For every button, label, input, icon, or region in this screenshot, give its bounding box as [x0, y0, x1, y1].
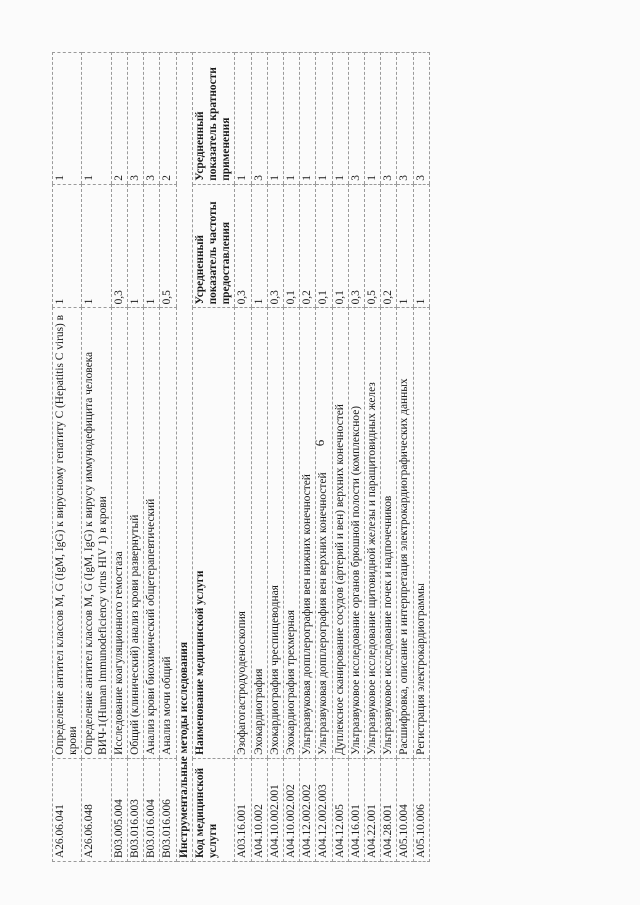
cell-mult: 3: [144, 53, 160, 185]
cell-mult: 2: [160, 53, 176, 185]
table-row: [284, 53, 300, 862]
cell-name: Ультразвуковая допплерография вен верхних конечностей: [316, 308, 332, 758]
cell-name: Ультразвуковое исследование щитовидной железы и паращитовидных желез: [365, 308, 381, 758]
cell-code: A04.10.002.002: [284, 758, 300, 861]
cell-freq: 0,5: [160, 184, 176, 308]
cell-freq: 1: [128, 184, 144, 308]
cell-freq: 0,2: [381, 184, 397, 308]
cell-name: Эхокардиография трехмерная: [284, 308, 300, 758]
cell-freq: 0,3: [348, 184, 364, 308]
cell-code: A04.28.001: [381, 758, 397, 861]
page-number: 6: [312, 439, 327, 447]
cell-mult: 1: [300, 53, 316, 185]
cell-code: A26.06.048: [82, 758, 111, 861]
cell-code: A04.12.002.003: [316, 758, 332, 861]
cell-mult: 1: [284, 53, 300, 185]
cell-mult: 1: [316, 53, 332, 185]
cell-freq: 0,3: [235, 184, 251, 308]
cell-code: A04.12.002.002: [300, 758, 316, 861]
table-row: [381, 53, 397, 862]
cell-mult: 1: [267, 53, 283, 185]
cell-name: Регистрация электрокардиограммы: [413, 308, 429, 758]
cell-name: Дуплексное сканирование сосудов (артерий и вен) верхних конечностей: [332, 308, 348, 758]
cell-name: Расшифровка, описание и интерпретация электрокардиографических данных: [397, 308, 413, 758]
table-row: [251, 53, 267, 862]
table-row: [144, 53, 160, 862]
cell-freq: 1: [251, 184, 267, 308]
cell-code: A04.10.002.001: [267, 758, 283, 861]
header-row: [192, 53, 235, 862]
cell-freq: 0,1: [284, 184, 300, 308]
table-row: [160, 53, 176, 862]
cell-name: Эхокардиография: [251, 308, 267, 758]
cell-mult: 1: [235, 53, 251, 185]
cell-code: A05.10.004: [397, 758, 413, 861]
cell-code: B03.016.004: [144, 758, 160, 861]
cell-code: B03.005.004: [111, 758, 127, 861]
table-row: [128, 53, 144, 862]
cell-freq: 0,3: [267, 184, 283, 308]
table-row: [235, 53, 251, 862]
table-row: [300, 53, 316, 862]
table-row: [348, 53, 364, 862]
cell-name: Исследование коагуляционного гемостаза: [111, 308, 127, 758]
cell-freq: 1: [144, 184, 160, 308]
table-row: [267, 53, 283, 862]
cell-code: B03.016.003: [128, 758, 144, 861]
cell-mult: 1: [332, 53, 348, 185]
table-row: [316, 53, 332, 862]
cell-code: A04.16.001: [348, 758, 364, 861]
table-row: [365, 53, 381, 862]
cell-freq: 0,2: [300, 184, 316, 308]
table-row: [332, 53, 348, 862]
instrumental-services-rows: [235, 53, 429, 862]
cell-mult: 1: [365, 53, 381, 185]
cell-name: Ультразвуковое исследование органов брюшной полости (комплексное): [348, 308, 364, 758]
cell-mult: 3: [413, 53, 429, 185]
cell-freq: 0,3: [111, 184, 127, 308]
cell-code: A04.10.002: [251, 758, 267, 861]
table-row: [53, 53, 82, 862]
table-row: [413, 53, 429, 862]
cell-mult: 1: [82, 53, 111, 185]
cell-freq: 0,5: [365, 184, 381, 308]
cell-mult: 3: [348, 53, 364, 185]
cell-code: A04.22.001: [365, 758, 381, 861]
cell-mult: 3: [251, 53, 267, 185]
cell-name: Определение антител классов M, G (IgM, IgG) к вирусному гепатиту C (Hepatitis C virus) в крови: [53, 308, 82, 758]
cell-mult: 2: [111, 53, 127, 185]
cell-code: A05.10.006: [413, 758, 429, 861]
cell-name: Эзофагогастродуоденоскопия: [235, 308, 251, 758]
section-row: [176, 53, 192, 862]
cell-name: Анализ крови биохимический общетерапевтический: [144, 308, 160, 758]
header-code: Код медицинской услуги: [192, 758, 235, 861]
cell-name: Ультразвуковое исследование почек и надпочечников: [381, 308, 397, 758]
table-row: [397, 53, 413, 862]
cell-freq: 1: [397, 184, 413, 308]
cell-name: Определение антител классов M, G (IgM, IgG) к вирусу иммунодефицита человека ВИЧ-1(Human immunodeficiency virus HIV 1) в крови: [82, 308, 111, 758]
header-freq: Усредненный показатель частоты предоставления: [192, 184, 235, 308]
cell-freq: 0,1: [316, 184, 332, 308]
table-row: [82, 53, 111, 862]
cell-freq: 1: [53, 184, 82, 308]
cell-mult: 3: [381, 53, 397, 185]
section-block: [176, 53, 235, 862]
cell-mult: 3: [397, 53, 413, 185]
cell-name: Анализ мочи общий: [160, 308, 176, 758]
header-mult: Усредненный показатель кратности применения: [192, 53, 235, 185]
cell-name: Общий (клинический) анализ крови развернутый: [128, 308, 144, 758]
services-table: [52, 52, 430, 862]
rotated-document: [52, 52, 640, 862]
header-name: Наименование медицинской услуги: [192, 308, 235, 758]
table-row: [111, 53, 127, 862]
cell-name: Эхокардиография чреспищеводная: [267, 308, 283, 758]
cell-code: A04.12.005: [332, 758, 348, 861]
cell-mult: 1: [53, 53, 82, 185]
laboratory-services-rows: [53, 53, 177, 862]
cell-freq: 1: [82, 184, 111, 308]
cell-code: A26.06.041: [53, 758, 82, 861]
cell-freq: 1: [413, 184, 429, 308]
cell-code: B03.016.006: [160, 758, 176, 861]
cell-code: A03.16.001: [235, 758, 251, 861]
section-title: Инструментальные методы исследования: [176, 53, 192, 862]
cell-freq: 0,1: [332, 184, 348, 308]
cell-mult: 3: [128, 53, 144, 185]
cell-name: Ультразвуковая допплерография вен нижних конечностей: [300, 308, 316, 758]
